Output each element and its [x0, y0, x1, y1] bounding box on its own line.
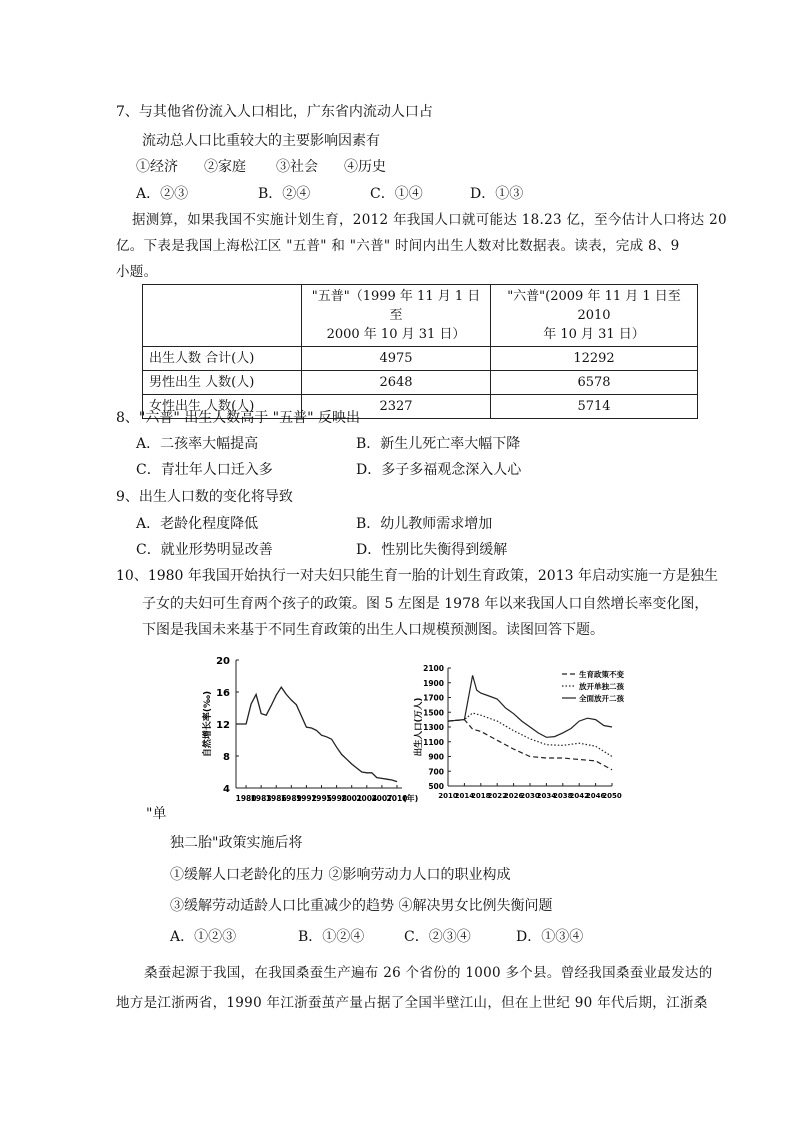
table-header-liupu [491, 285, 698, 347]
y-tick-label: 2100 [423, 664, 444, 673]
y-tick-label: 1700 [423, 693, 444, 703]
y-tick-label: 500 [428, 782, 444, 791]
x-tick-label: 2026 [503, 792, 524, 800]
y-tick-label: 12 [216, 720, 230, 731]
birth-comparison-table [142, 284, 698, 419]
y-tick-label: 16 [216, 688, 230, 699]
x-tick-label: 2004 [356, 794, 378, 803]
q8-option-c: C．青壮年人口迁入多 [136, 462, 273, 478]
y-tick-label: 1300 [423, 723, 444, 732]
passage2-line2: 地方是江浙两省，1990 年江浙蚕茧产量占据了全国半壁江山，但在上世纪 90 年代后期，江浙桑 [116, 995, 708, 1011]
y-tick-label: 8 [223, 752, 230, 763]
table-row-label: 出生人数 合计(人) [143, 347, 302, 371]
x-tick-label: 2014 [454, 792, 475, 800]
x-tick-label: 2046 [585, 792, 606, 800]
q9-option-d: D．性别比失衡得到缓解 [356, 542, 508, 558]
q10-stem-line2: 子女的夫妇可生育两个孩子的政策。图 5 左图是 1978 年以来我国人口自然增长率变化图， [142, 596, 709, 612]
x-tick-label: 2042 [569, 792, 589, 800]
x-tick-label: 1983 [250, 794, 272, 803]
x-tick-label: 2022 [487, 792, 507, 800]
table-row-label: 女性出生 人数(人) [143, 395, 302, 419]
table-row [143, 347, 698, 371]
q7-option-a: A．②③ [136, 186, 189, 202]
x-tick-label: 2038 [553, 792, 573, 800]
y-axis-label: 出生人口(万人) [414, 697, 424, 757]
table-cell-wupu: 2648 [302, 371, 491, 395]
q7-factor-4: ④历史 [344, 159, 386, 175]
x-tick-label: 1992 [295, 794, 317, 803]
q7-option-c: C．①④ [370, 186, 423, 202]
table-cell-liupu: 5714 [491, 395, 698, 419]
q8-stem: 8、"六普" 出生人数高于 "五普" 反映出 [116, 410, 361, 426]
table-row [143, 371, 698, 395]
q8-option-d: D．多子多福观念深入人心 [356, 462, 522, 478]
table-row-label: 男性出生 人数(人) [143, 371, 302, 395]
q7-factor-3: ③社会 [276, 159, 318, 175]
q10-after-text: 独二胎"政策实施后将 [170, 835, 303, 851]
passage2 [116, 958, 713, 1018]
passage1-line3: 小题。 [116, 264, 158, 280]
x-tick-label: 2034 [536, 792, 557, 800]
q7-stem-line2: 流动总人口比重较大的主要影响因素有 [142, 133, 380, 149]
q9-option-a: A．老龄化程度降低 [136, 516, 259, 532]
q7-option-d: D．①③ [470, 186, 524, 202]
passage2-line1: 桑蚕起源于我国，在我国桑蚕生产遍布 26 个省份的 1000 多个县。曾经我国桑蚕业最发达的 [144, 965, 713, 981]
growth-rate-line [236, 687, 397, 781]
table-cell-liupu: 12292 [491, 347, 698, 371]
x-tick-label: 1995 [311, 794, 332, 803]
x-tick-label: 1998 [326, 794, 348, 803]
x-tick-label: 2050 [602, 792, 622, 800]
table-header-liupu-line1: "六普"(2009 年 11 月 1 日至 2010 [507, 289, 681, 323]
x-tick-label: 2007 [371, 794, 393, 803]
y-tick-label: 1100 [423, 737, 444, 747]
q8-option-b: B．新生儿死亡率大幅下降 [356, 436, 521, 452]
y-axis-label: 自然增长率(‰) [203, 690, 213, 758]
table-cell-wupu: 2327 [302, 395, 491, 419]
q9-option-c: C．就业形势明显改善 [136, 542, 273, 558]
x-tick-label: 2010 [438, 792, 458, 800]
q7-option-b: B．②④ [258, 186, 311, 202]
legend-label-1: 生育政策不变 [579, 670, 624, 679]
q10-option-d: D．①③④ [516, 929, 584, 945]
q7-factor-1: ①经济 [136, 159, 178, 175]
x-tick-label: 1986 [265, 794, 287, 803]
passage1 [116, 207, 727, 285]
y-tick-label: 4 [223, 784, 230, 795]
table-header-empty [143, 285, 302, 347]
passage1-line1: 据测算，如果我国不实施计划生育，2012 年我国人口就可能达 18.23 亿，至今估计人口将达 20 [132, 212, 727, 228]
y-tick-label: 1900 [423, 678, 444, 688]
birth-projection-chart [412, 660, 652, 806]
table-header-wupu-line2: 2000 年 10 月 31 日） [326, 327, 466, 342]
series-line-2 [448, 713, 612, 757]
x-axis-label: (年) [403, 794, 419, 803]
y-tick-label: 20 [216, 656, 230, 667]
x-tick-label: 1989 [280, 794, 302, 803]
table-cell-wupu: 4975 [302, 347, 491, 371]
q7-stem-line1: 7、与其他省份流入人口相比，广东省内流动人口占 [116, 104, 433, 120]
q10-stem-line1: 10、1980 年我国开始执行一对夫妇只能生育一胎的计划生育政策，2013 年启动实施一方是独生 [116, 568, 718, 584]
x-tick-label: 1980 [235, 794, 257, 803]
table-header-row [143, 285, 698, 347]
q7-factor-2: ②家庭 [204, 159, 246, 175]
legend-label-3: 全面放开二孩 [579, 694, 624, 703]
q10-choices-line2: ③缓解劳动适龄人口比重减少的趋势 ④解决男女比例失衡问题 [170, 898, 553, 914]
table-header-wupu [302, 285, 491, 347]
table-cell-liupu: 6578 [491, 371, 698, 395]
y-tick-label: 900 [428, 752, 444, 762]
passage1-line2: 亿。下表是我国上海松江区 "五普" 和 "六普" 时间内出生人数对比数据表。读表，完成 8、9 [116, 238, 680, 254]
x-tick-label: 2018 [471, 792, 491, 800]
q9-stem: 9、出生人口数的变化将导致 [116, 489, 293, 505]
q9-option-b: B．幼儿教师需求增加 [356, 516, 493, 532]
table-header-wupu-line1: "五普"（1999 年 11 月 1 日至 [311, 289, 481, 323]
q10-choices-line1: ①缓解人口老龄化的压力 ②影响劳动力人口的职业构成 [170, 867, 511, 883]
q10-option-b: B．①②④ [298, 929, 365, 945]
q8-option-a: A．二孩率大幅提高 [136, 436, 259, 452]
q10-option-c: C．②③④ [404, 929, 471, 945]
q10-option-a: A．①②③ [170, 929, 237, 945]
x-tick-label: 2010 [386, 794, 408, 803]
table-header-liupu-line2: 年 10 月 31 日） [543, 327, 645, 342]
y-tick-label: 700 [428, 767, 444, 777]
q10-stem-line3: 下图是我国未来基于不同生育政策的出生人口规模预测图。读图回答下题。 [142, 622, 604, 638]
q10-after-quote: "单 [146, 806, 167, 822]
x-tick-label: 2001 [341, 794, 363, 803]
y-tick-label: 1500 [423, 708, 444, 718]
x-tick-label: 2030 [520, 792, 540, 800]
legend-label-2: 放开单独二孩 [579, 682, 624, 691]
